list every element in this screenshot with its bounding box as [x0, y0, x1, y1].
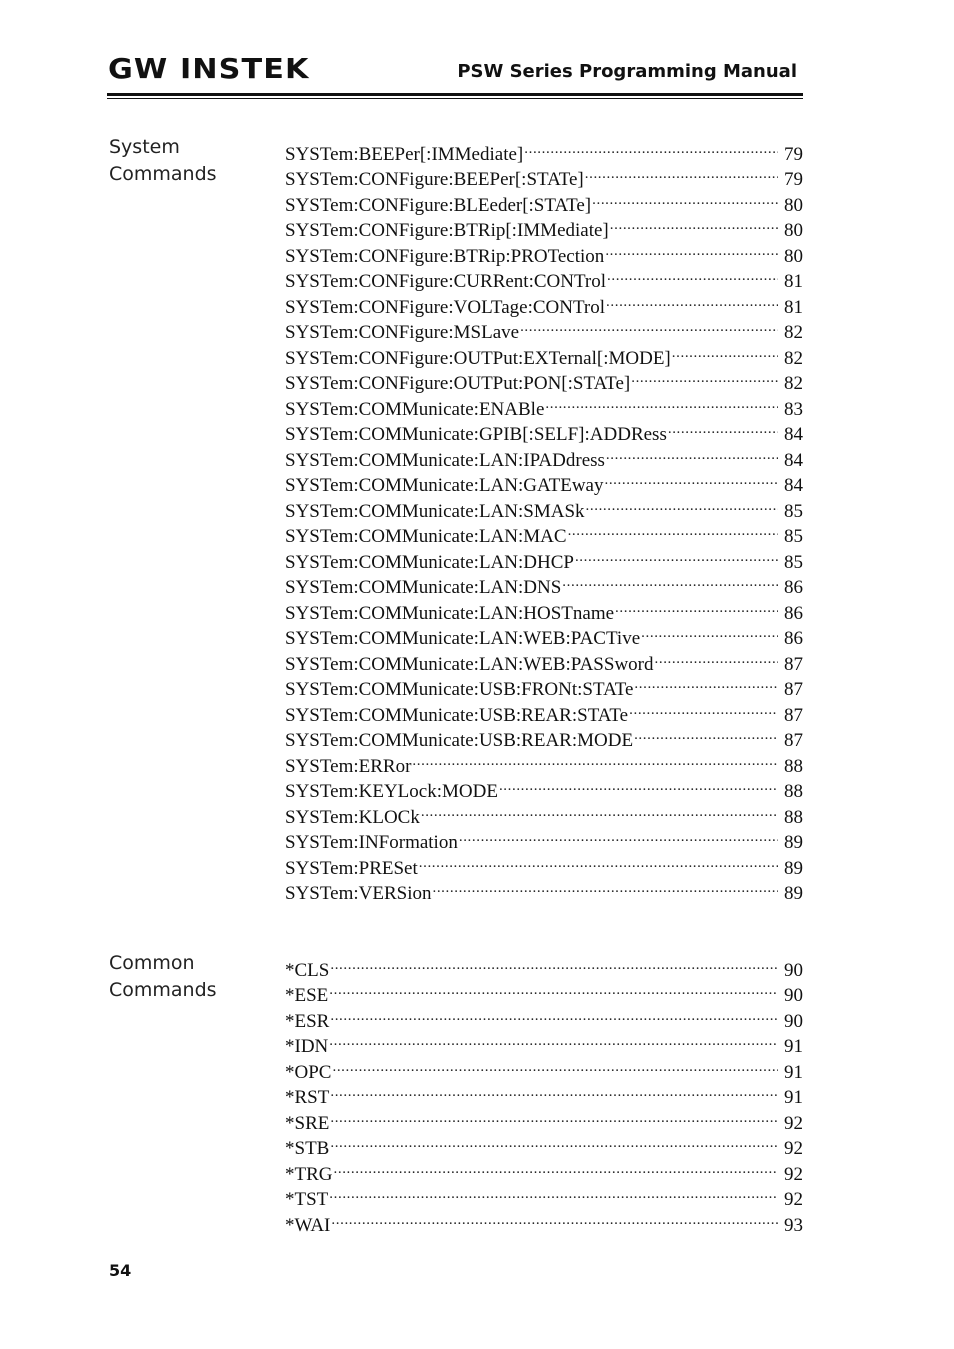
- dot-leader: [610, 211, 778, 237]
- toc-entry[interactable]: [285, 134, 803, 165]
- toc-entry-page: 91: [784, 1087, 803, 1108]
- toc-entry-command: SYSTem:COMMunicate:ENABle: [285, 398, 545, 420]
- toc-entry-command: SYSTem:BEEPer[:IMMediate]: [285, 143, 524, 165]
- toc-entry-page: 93: [784, 1214, 803, 1236]
- toc-entry-command: SYSTem:CONFigure:OUTPut:EXTernal[:MODE]: [285, 347, 671, 369]
- toc-entry[interactable]: [285, 1154, 803, 1185]
- toc-entry-page: 87: [784, 704, 803, 726]
- toc-entry-page: 87: [784, 730, 803, 751]
- toc-entry-page: 79: [784, 143, 803, 165]
- toc-entry-command: SYSTem:COMMunicate:LAN:HOSTname: [285, 602, 615, 624]
- dot-leader: [499, 772, 778, 798]
- toc-entry-command: SYSTem:COMMunicate:USB:FRONt:STATe: [285, 679, 634, 700]
- dot-leader: [668, 415, 778, 441]
- toc-entry-command: *TST: [285, 1189, 329, 1210]
- toc-entry-command: *STB: [285, 1138, 330, 1159]
- toc-entry-command: SYSTem:COMMunicate:USB:REAR:MODE: [285, 730, 634, 751]
- toc-entry-page: 91: [784, 1061, 803, 1083]
- dot-leader: [329, 976, 778, 1002]
- toc-entry[interactable]: [285, 1052, 803, 1083]
- toc-entry-command: SYSTem:KEYLock:MODE: [285, 781, 498, 802]
- toc-entry-page: 80: [784, 245, 803, 267]
- toc-entry-command: SYSTem:COMMunicate:LAN:IPADdress: [285, 449, 605, 471]
- dot-leader: [568, 517, 778, 543]
- toc-entry[interactable]: [285, 1205, 803, 1236]
- toc-entry-command: SYSTem:COMMunicate:USB:REAR:STATe: [285, 704, 629, 726]
- toc-entry-command: SYSTem:CONFigure:OUTPut:PON[:STATe]: [285, 373, 631, 394]
- dot-leader: [412, 746, 778, 772]
- toc-entry-command: SYSTem:CONFigure:BTRip[:IMMediate]: [285, 220, 609, 241]
- dot-leader: [329, 1180, 778, 1206]
- toc-entry-page: 89: [784, 832, 803, 853]
- toc-entry-command: *CLS: [285, 959, 330, 981]
- toc-entry-command: SYSTem:COMMunicate:LAN:MAC: [285, 526, 567, 547]
- page-number: 54: [109, 1261, 132, 1280]
- dot-leader: [606, 287, 778, 313]
- dot-leader: [421, 797, 778, 823]
- toc-entry-command: SYSTem:COMMunicate:LAN:SMASk: [285, 500, 585, 522]
- toc-entry-page: 80: [784, 220, 803, 241]
- dot-leader: [545, 389, 778, 415]
- toc-entry-command: SYSTem:PRESet: [285, 857, 418, 879]
- toc-entry-command: SYSTem:COMMunicate:LAN:WEB:PACTive: [285, 628, 641, 649]
- toc-entry-command: SYSTem:CONFigure:BLEeder[:STATe]: [285, 194, 592, 216]
- toc-entry-page: 81: [784, 296, 803, 318]
- dot-leader: [641, 619, 778, 645]
- section-label-line: System: [109, 136, 180, 158]
- header-divider: [107, 93, 803, 96]
- toc-entry-page: 83: [784, 398, 803, 420]
- toc-entry-page: 82: [784, 322, 803, 343]
- toc-entry-page: 92: [784, 1138, 803, 1159]
- toc-entry-page: 90: [784, 959, 803, 981]
- toc-entry-command: SYSTem:VERSion: [285, 883, 432, 904]
- toc-entry-command: *ESR: [285, 1010, 330, 1032]
- toc-entry-command: *IDN: [285, 1036, 329, 1057]
- toc-entry-page: 85: [784, 526, 803, 547]
- dot-leader: [607, 262, 778, 288]
- dot-leader: [586, 491, 778, 517]
- toc-entry-command: SYSTem:COMMunicate:LAN:WEB:PASSword: [285, 653, 654, 675]
- toc-entry[interactable]: [285, 1103, 803, 1134]
- toc-entry-command: SYSTem:INFormation: [285, 832, 458, 853]
- dot-leader: [419, 848, 778, 874]
- toc-entry-command: *ESE: [285, 985, 329, 1006]
- dot-leader: [634, 670, 778, 696]
- dot-leader: [606, 440, 778, 466]
- dot-leader: [330, 1001, 778, 1027]
- toc-entry[interactable]: [285, 976, 803, 1006]
- toc-entry-command: SYSTem:COMMunicate:LAN:GATEway: [285, 475, 604, 496]
- dot-leader: [329, 1027, 778, 1053]
- toc-entry-page: 87: [784, 653, 803, 675]
- dot-leader: [629, 695, 778, 721]
- dot-leader: [520, 313, 778, 339]
- toc-entry-page: 84: [784, 475, 803, 496]
- brand-logo: GW INSTEK: [108, 52, 310, 85]
- dot-leader: [330, 1078, 778, 1104]
- toc-entry-command: *RST: [285, 1087, 330, 1108]
- toc-entry-command: SYSTem:CONFigure:BTRip:PROTection: [285, 245, 605, 267]
- dot-leader: [562, 568, 778, 594]
- toc-entry-command: *SRE: [285, 1112, 330, 1134]
- dot-leader: [634, 721, 778, 747]
- toc-entry-page: 82: [784, 373, 803, 394]
- toc-entry-page: 92: [784, 1163, 803, 1185]
- toc-entry-page: 88: [784, 755, 803, 777]
- header-divider-thin: [107, 98, 803, 99]
- dot-leader: [331, 1205, 778, 1231]
- toc-entry-page: 90: [784, 985, 803, 1006]
- toc-entry-page: 85: [784, 551, 803, 573]
- toc-entry[interactable]: [285, 1129, 803, 1159]
- toc-entry[interactable]: [285, 1078, 803, 1108]
- toc-entry[interactable]: [285, 1180, 803, 1210]
- toc-entry-command: *TRG: [285, 1163, 333, 1185]
- toc-entry-command: SYSTem:CONFigure:MSLave: [285, 322, 520, 343]
- toc-entry-page: 92: [784, 1112, 803, 1134]
- dot-leader: [332, 1052, 778, 1078]
- toc-entry[interactable]: [285, 1027, 803, 1057]
- toc-entry-command: *WAI: [285, 1214, 331, 1236]
- toc-entry-page: 79: [784, 169, 803, 190]
- section-label: [109, 950, 269, 1004]
- toc-entry-command: SYSTem:COMMunicate:GPIB[:SELF]:ADDRess: [285, 424, 667, 445]
- dot-leader: [334, 1154, 779, 1180]
- dot-leader: [605, 236, 778, 262]
- section-label-line: Commands: [109, 163, 217, 185]
- toc-entry-command: SYSTem:KLOCk: [285, 806, 420, 828]
- toc-entry[interactable]: [285, 950, 803, 981]
- dot-leader: [330, 1129, 778, 1155]
- toc-entry-page: 89: [784, 857, 803, 879]
- toc-entry-page: 92: [784, 1189, 803, 1210]
- toc-entry-page: 88: [784, 781, 803, 802]
- toc-entry-command: SYSTem:CONFigure:CURRent:CONTrol: [285, 271, 607, 292]
- toc-entry-command: SYSTem:ERRor: [285, 755, 412, 777]
- dot-leader: [585, 160, 778, 186]
- toc-entry-command: *OPC: [285, 1061, 332, 1083]
- dot-leader: [655, 644, 779, 670]
- dot-leader: [604, 466, 778, 492]
- toc-entry-page: 89: [784, 883, 803, 904]
- manual-title: PSW Series Programming Manual: [457, 61, 797, 82]
- section-label-line: Common: [109, 952, 195, 974]
- section-label: [109, 134, 269, 188]
- toc-entry-page: 88: [784, 806, 803, 828]
- toc-entry-list: [285, 134, 803, 904]
- toc-entry-page: 86: [784, 628, 803, 649]
- toc-entry-page: 81: [784, 271, 803, 292]
- dot-leader: [672, 338, 778, 364]
- dot-leader: [330, 1103, 778, 1129]
- toc-entry-page: 84: [784, 424, 803, 445]
- toc-entry-command: SYSTem:CONFigure:VOLTage:CONTrol: [285, 296, 606, 318]
- toc-entry-page: 86: [784, 602, 803, 624]
- toc-entry-command: SYSTem:CONFigure:BEEPer[:STATe]: [285, 169, 584, 190]
- page-header: [108, 50, 803, 94]
- dot-leader: [524, 134, 778, 160]
- toc-entry-page: 86: [784, 577, 803, 598]
- dot-leader: [330, 950, 778, 976]
- toc-entry-page: 91: [784, 1036, 803, 1057]
- dot-leader: [575, 542, 778, 568]
- dot-leader: [432, 874, 778, 900]
- dot-leader: [592, 185, 778, 211]
- toc-entry-list: [285, 950, 803, 1236]
- toc-entry-page: 82: [784, 347, 803, 369]
- toc-entry-command: SYSTem:COMMunicate:LAN:DNS: [285, 577, 562, 598]
- section-label-line: Commands: [109, 979, 217, 1001]
- toc-entry-command: SYSTem:COMMunicate:LAN:DHCP: [285, 551, 574, 573]
- toc-entry-page: 84: [784, 449, 803, 471]
- dot-leader: [615, 593, 778, 619]
- toc-entry[interactable]: [285, 1001, 803, 1032]
- toc-entry-page: 90: [784, 1010, 803, 1032]
- dot-leader: [631, 364, 778, 390]
- toc-entry-page: 87: [784, 679, 803, 700]
- toc-entry-page: 80: [784, 194, 803, 216]
- dot-leader: [459, 823, 778, 849]
- toc-entry-page: 85: [784, 500, 803, 522]
